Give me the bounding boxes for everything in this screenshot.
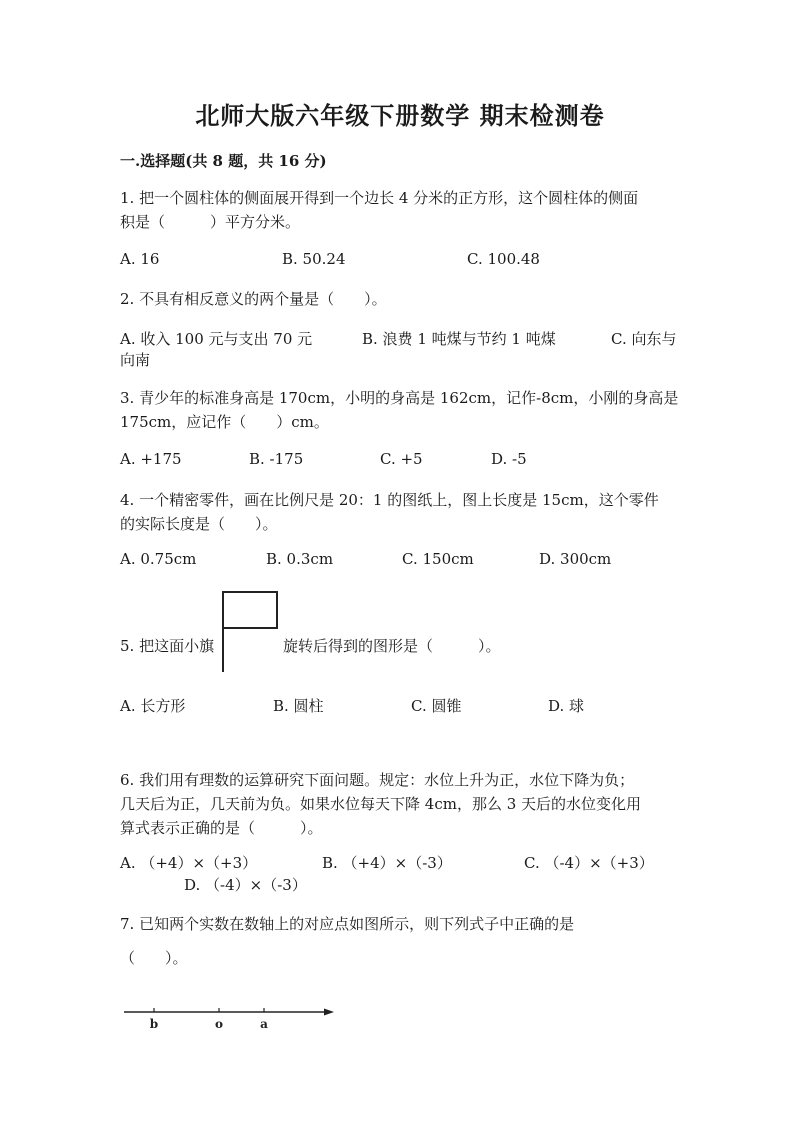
question-1-line-2: 积是（ ）平方分米。 (120, 213, 301, 231)
question-5-option-a: A. 长方形 (120, 697, 186, 715)
question-3-option-d: D. -5 (491, 450, 527, 468)
question-4-line-1: 4. 一个精密零件，画在比例尺是 20：1 的图纸上，图上长度是 15cm，这个零件 (120, 491, 659, 509)
question-1-option-b: B. 50.24 (282, 250, 346, 268)
question-3-option-c: C. +5 (380, 450, 423, 468)
question-6-option-c: C. （-4）×（+3） (524, 854, 654, 872)
question-1-option-a: A. 16 (120, 250, 160, 268)
question-6-option-d: D. （-4）×（-3） (184, 876, 307, 894)
question-2-option-b: B. 浪费 1 吨煤与节约 1 吨煤 (362, 330, 556, 348)
label-o: o (214, 1017, 224, 1031)
question-6-option-b: B. （+4）×（-3） (322, 854, 452, 872)
question-4-option-b: B. 0.3cm (266, 550, 334, 568)
number-line (122, 1000, 336, 1034)
question-5-option-b: B. 圆柱 (273, 697, 324, 715)
flag-cloth (223, 592, 277, 628)
question-6-line-1: 6. 我们用有理数的运算研究下面问题。规定：水位上升为正，水位下降为负； (120, 771, 635, 789)
page-title: 北师大版六年级下册数学 期末检测卷 (195, 101, 605, 130)
question-4-option-c: C. 150cm (402, 550, 474, 568)
question-6-option-a: A. （+4）×（+3） (120, 854, 258, 872)
question-7-line-2: （ ）。 (120, 949, 188, 967)
question-2-option-c-continued: 向南 (120, 351, 151, 369)
question-3-option-a: A. +175 (120, 450, 182, 468)
question-1-option-c: C. 100.48 (467, 250, 540, 268)
question-4-line-2: 的实际长度是（ ）。 (120, 515, 278, 533)
question-5-option-d: D. 球 (548, 697, 585, 715)
question-6-line-2: 几天后为正，几天前为负。如果水位每天下降 4cm，那么 3 天后的水位变化用 (120, 795, 642, 813)
label-b: b (149, 1017, 159, 1031)
question-2-line-1: 2. 不具有相反意义的两个量是（ ）。 (120, 290, 387, 308)
question-2-option-a: A. 收入 100 元与支出 70 元 (120, 330, 313, 348)
question-6-line-3: 算式表示正确的是（ ）。 (120, 819, 323, 837)
question-5-option-c: C. 圆锥 (411, 697, 462, 715)
question-4-option-a: A. 0.75cm (120, 550, 197, 568)
question-7-line-1: 7. 已知两个实数在数轴上的对应点如图所示，则下列式子中正确的是 (120, 915, 575, 933)
question-5-line-2: 旋转后得到的图形是（ ）。 (283, 637, 501, 655)
question-1-line-1: 1. 把一个圆柱体的侧面展开得到一个边长 4 分米的正方形，这个圆柱体的侧面 (120, 189, 639, 207)
flag-figure (218, 590, 282, 674)
question-2-option-c: C. 向东与 (611, 330, 677, 348)
question-3-line-1: 3. 青少年的标准身高是 170cm，小明的身高是 162cm，记作-8cm，小刚的身高是 (120, 389, 679, 407)
section-heading: 一.选择题(共 8 题，共 16 分) (120, 152, 327, 170)
question-3-option-b: B. -175 (249, 450, 304, 468)
question-5-line-1: 5. 把这面小旗 (120, 637, 215, 655)
label-a: a (260, 1017, 268, 1031)
question-3-line-2: 175cm，应记作（ ）cm。 (120, 413, 329, 431)
number-line-arrow (324, 1009, 334, 1016)
question-4-option-d: D. 300cm (539, 550, 612, 568)
